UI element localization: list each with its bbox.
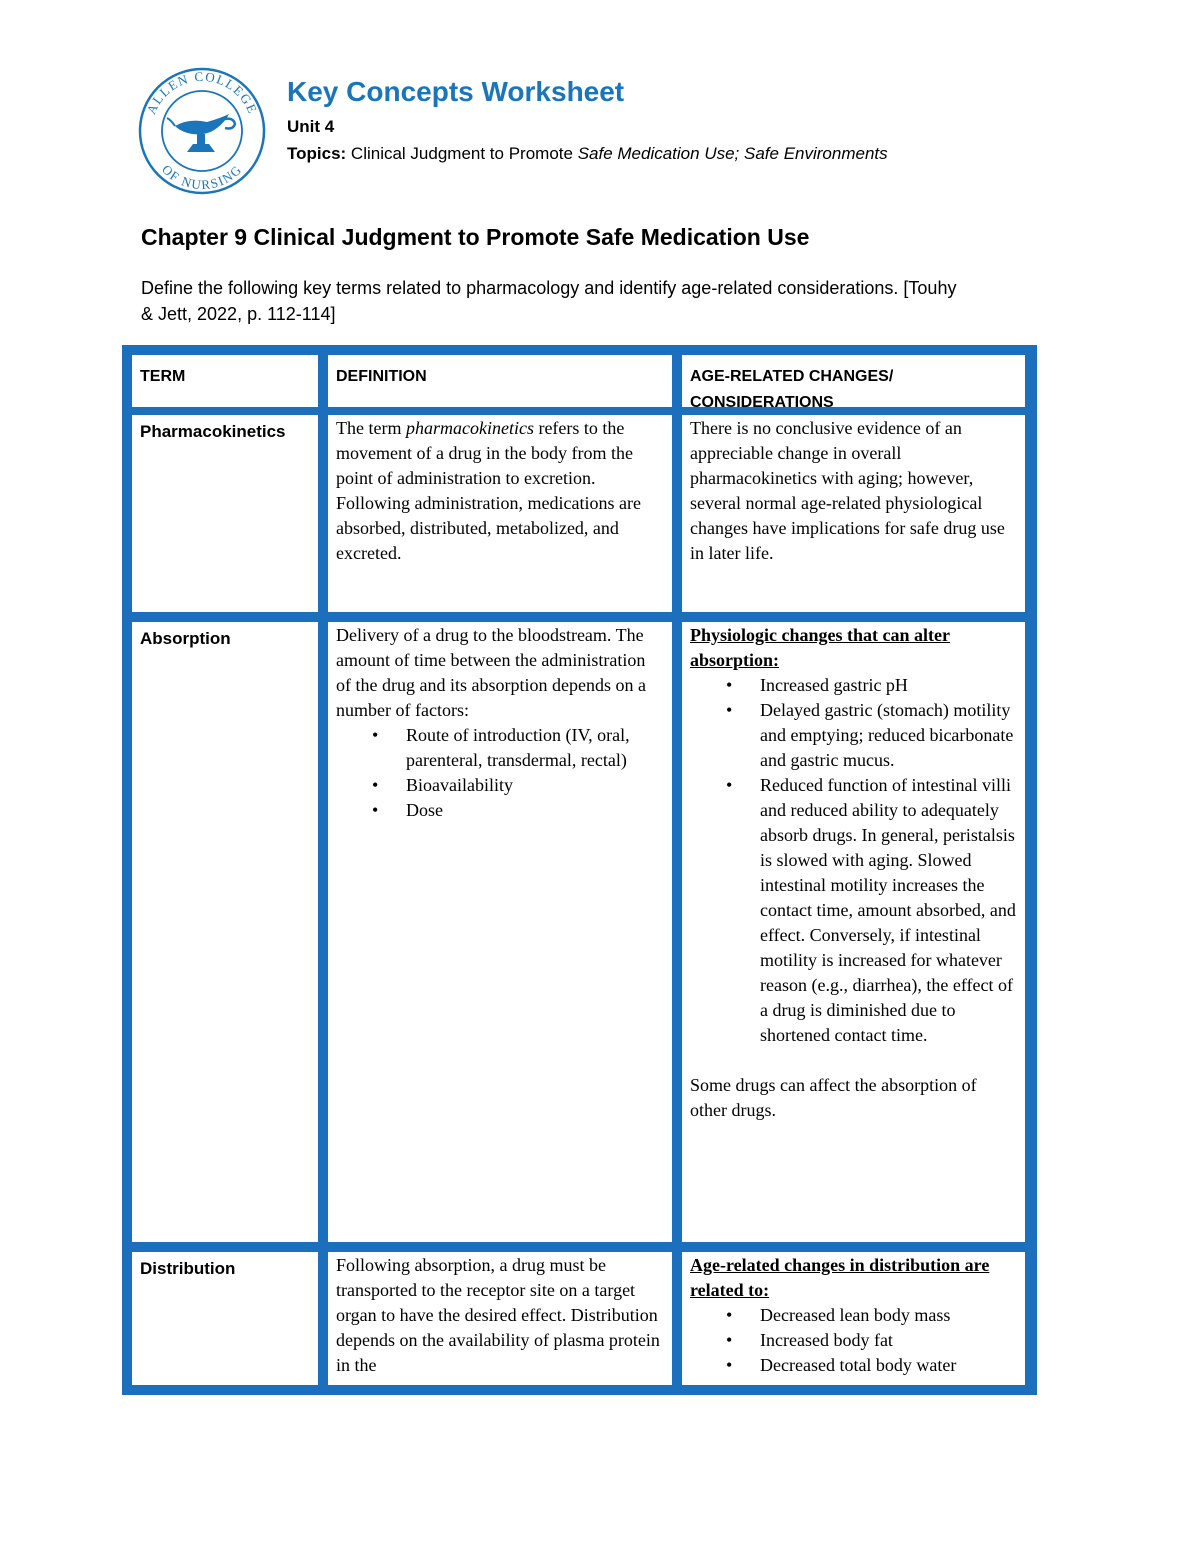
term-absorption: Absorption (132, 622, 318, 1242)
header-age-line-2: CONSIDERATIONS (690, 394, 834, 411)
list-item: • Delayed gastric (stomach) motility and emptying; reduced bicarbonate and gastric mucus. (690, 698, 1017, 773)
worksheet-header (287, 74, 1167, 165)
topics-label: Topics: (287, 144, 347, 163)
topics-line (287, 143, 1167, 165)
worksheet-title: Key Concepts Worksheet (287, 76, 625, 107)
list-item: • Bioavailability (336, 773, 664, 798)
header-age-related (682, 355, 1025, 411)
list-item: • Increased gastric pH (690, 673, 1017, 698)
list-item: • Reduced function of intestinal villi and reduced ability to adequately absorb drugs. In general, peristalsis is slowed with aging. Slowed intestinal motility increases the contact time, amount absorbed, and effect. Conversely, if intestinal motility is increased for whatever reason (e.g., diarrhea), the effect of a drug is diminished due to shortened contact time. (690, 773, 1017, 1048)
instructions-line-1: Define the following key terms related to pharmacology and identify age-related considerations. [Touhy (141, 278, 957, 298)
list-item: • Decreased lean body mass (690, 1303, 1017, 1328)
term-pharmacokinetics: Pharmacokinetics (132, 415, 318, 612)
svg-text:OF NURSING (159, 162, 245, 193)
definition-absorption (328, 622, 672, 1242)
age-bullet-list (690, 673, 1017, 1048)
definition-bullet-list (336, 723, 664, 823)
definition-distribution: Following absorption, a drug must be transported to the receptor site on a target organ to have the desired effect. Distribution depends on the availability of plasma protein in the (328, 1252, 672, 1385)
lamp-icon (167, 114, 235, 152)
list-item: • Route of introduction (IV, oral, parenteral, transdermal, rectal) (336, 723, 664, 773)
definition-text: Delivery of a drug to the bloodstream. The amount of time between the administration of the drug and its absorption depends on a number of factors: (336, 625, 646, 720)
definition-text-cont: refers to the movement of a drug in the body from the point of administration to excretion. Following administration, medications are absorbed, distributed, metabolized, and excreted. (336, 418, 641, 563)
header-age-line-1: AGE-RELATED CHANGES/ (690, 368, 894, 385)
unit-label: Unit 4 (287, 117, 335, 136)
age-distribution (682, 1252, 1025, 1385)
definition-pharmacokinetics (328, 415, 672, 612)
instructions-line-2: & Jett, 2022, p. 112-114] (141, 304, 336, 324)
age-pharmacokinetics: There is no conclusive evidence of an appreciable change in overall pharmacokinetics with aging; however, several normal age-related physiological changes have implications for safe drug use in later life. (682, 415, 1025, 612)
age-note: Some drugs can affect the absorption of other drugs. (690, 1075, 977, 1120)
list-item: • Dose (336, 798, 664, 823)
svg-text:ALLEN COLLEGE (143, 69, 260, 116)
header-definition: DEFINITION (328, 355, 672, 407)
logo-ring-text-bottom: OF NURSING (159, 161, 245, 193)
age-absorption (682, 622, 1025, 1242)
age-heading: Physiologic changes that can alter absorption: (690, 625, 950, 670)
term-distribution: Distribution (132, 1252, 318, 1385)
college-logo (137, 66, 267, 196)
chapter-title: Chapter 9 Clinical Judgment to Promote Safe Medication Use (141, 224, 810, 250)
list-item: • Decreased total body water (690, 1353, 1017, 1378)
age-bullet-list (690, 1303, 1017, 1378)
age-heading: Age-related changes in distribution are related to: (690, 1255, 990, 1300)
instructions (141, 275, 1051, 327)
header-term: TERM (132, 355, 318, 407)
topics-text: Clinical Judgment to Promote (346, 144, 578, 163)
logo-ring-text-top: ALLEN COLLEGE (143, 68, 261, 117)
list-item: • Increased body fat (690, 1328, 1017, 1353)
definition-text: The term (336, 418, 406, 438)
definition-italic-term: pharmacokinetics (405, 418, 534, 438)
topics-italic-text: Safe Medication Use; Safe Environments (577, 144, 888, 163)
pharmacology-table (122, 345, 1037, 1395)
